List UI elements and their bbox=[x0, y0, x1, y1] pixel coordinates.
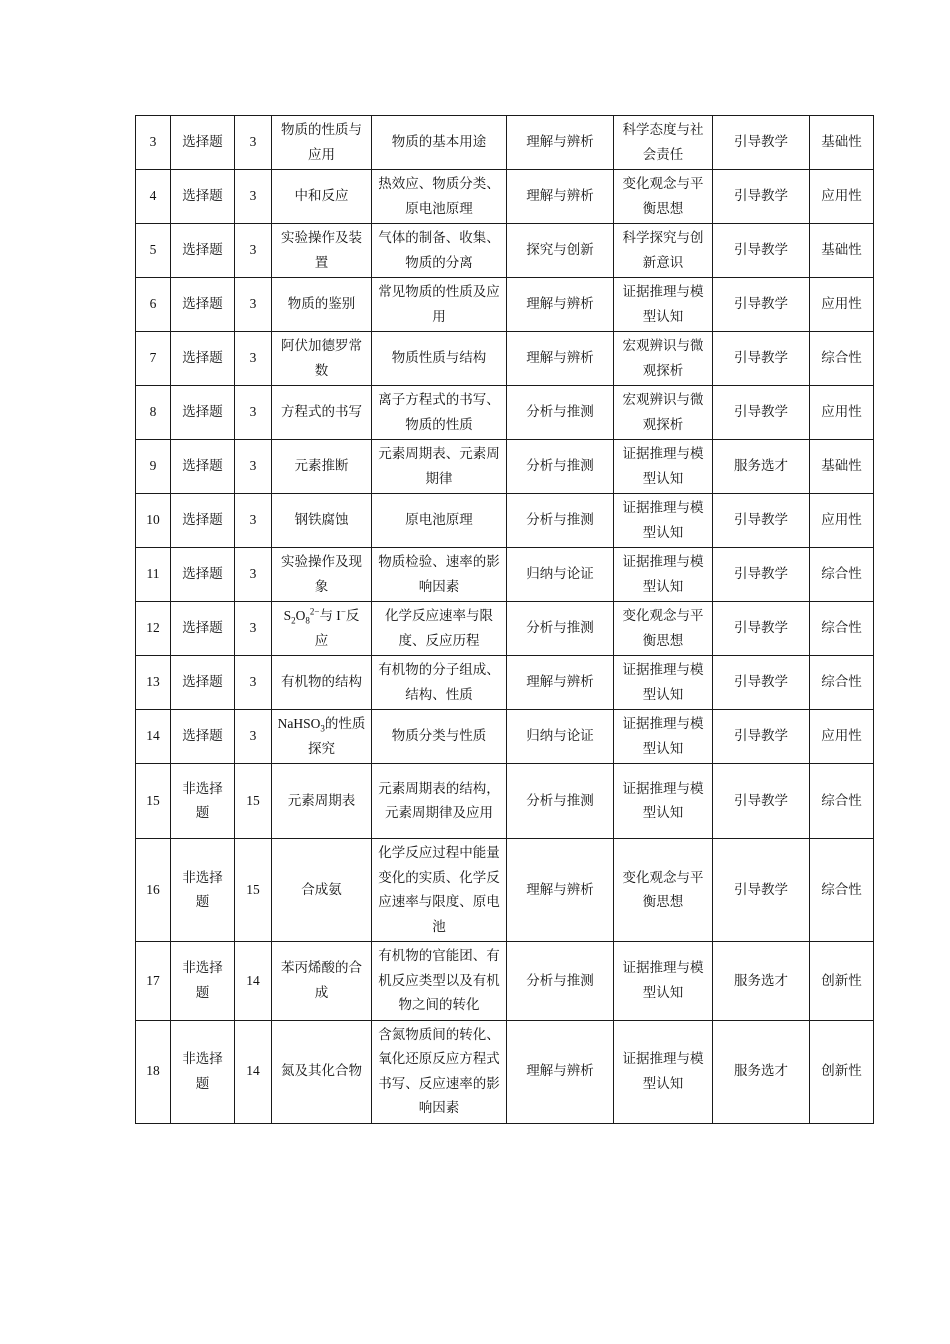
exam-analysis-table bbox=[135, 115, 874, 1124]
cell-function: 引导教学 bbox=[713, 494, 810, 548]
cell-literacy: 变化观念与平衡思想 bbox=[614, 170, 713, 224]
cell-literacy: 科学态度与社会责任 bbox=[614, 116, 713, 170]
cell-function: 引导教学 bbox=[713, 386, 810, 440]
cell-topic: 中和反应 bbox=[272, 170, 372, 224]
cell-score: 3 bbox=[235, 278, 272, 332]
cell-type: 选择题 bbox=[171, 710, 235, 764]
cell-score: 3 bbox=[235, 332, 272, 386]
cell-function: 引导教学 bbox=[713, 839, 810, 942]
cell-ability: 理解与辨析 bbox=[507, 1020, 614, 1123]
cell-no: 15 bbox=[136, 764, 171, 839]
cell-no: 13 bbox=[136, 656, 171, 710]
formula-sup: − bbox=[340, 606, 346, 617]
cell-function: 引导教学 bbox=[713, 548, 810, 602]
cell-type: 选择题 bbox=[171, 224, 235, 278]
cell-ability: 理解与辨析 bbox=[507, 332, 614, 386]
cell-topic: 物质的鉴别 bbox=[272, 278, 372, 332]
cell-ability: 分析与推测 bbox=[507, 602, 614, 656]
cell-literacy: 证据推理与模型认知 bbox=[614, 942, 713, 1021]
table-row bbox=[136, 764, 874, 839]
table-row bbox=[136, 548, 874, 602]
table-row bbox=[136, 386, 874, 440]
cell-topic: 苯丙烯酸的合成 bbox=[272, 942, 372, 1021]
cell-content: 离子方程式的书写、物质的性质 bbox=[372, 386, 507, 440]
cell-score: 14 bbox=[235, 1020, 272, 1123]
formula-sup: 2− bbox=[309, 606, 320, 617]
cell-nature: 应用性 bbox=[810, 494, 874, 548]
cell-type: 选择题 bbox=[171, 170, 235, 224]
cell-type: 选择题 bbox=[171, 548, 235, 602]
cell-ability: 归纳与论证 bbox=[507, 710, 614, 764]
cell-score: 15 bbox=[235, 764, 272, 839]
formula-sub: 3 bbox=[320, 723, 325, 734]
cell-nature: 创新性 bbox=[810, 1020, 874, 1123]
cell-nature: 应用性 bbox=[810, 710, 874, 764]
cell-score: 3 bbox=[235, 710, 272, 764]
cell-literacy: 宏观辨识与微观探析 bbox=[614, 386, 713, 440]
cell-content: 原电池原理 bbox=[372, 494, 507, 548]
cell-content: 热效应、物质分类、原电池原理 bbox=[372, 170, 507, 224]
table-row bbox=[136, 494, 874, 548]
cell-topic: 有机物的结构 bbox=[272, 656, 372, 710]
cell-topic bbox=[272, 710, 372, 764]
cell-no: 3 bbox=[136, 116, 171, 170]
cell-score: 14 bbox=[235, 942, 272, 1021]
cell-function: 引导教学 bbox=[713, 332, 810, 386]
cell-content: 有机物的官能团、有机反应类型以及有机物之间的转化 bbox=[372, 942, 507, 1021]
cell-literacy: 证据推理与模型认知 bbox=[614, 656, 713, 710]
cell-no: 9 bbox=[136, 440, 171, 494]
table-row bbox=[136, 278, 874, 332]
cell-content: 有机物的分子组成、结构、性质 bbox=[372, 656, 507, 710]
cell-ability: 分析与推测 bbox=[507, 494, 614, 548]
cell-score: 3 bbox=[235, 386, 272, 440]
cell-function: 服务选才 bbox=[713, 440, 810, 494]
cell-type: 非选择题 bbox=[171, 1020, 235, 1123]
cell-content: 物质分类与性质 bbox=[372, 710, 507, 764]
cell-score: 3 bbox=[235, 440, 272, 494]
cell-type: 选择题 bbox=[171, 494, 235, 548]
cell-topic bbox=[272, 602, 372, 656]
table-row bbox=[136, 170, 874, 224]
cell-topic: 氮及其化合物 bbox=[272, 1020, 372, 1123]
cell-content: 气体的制备、收集、物质的分离 bbox=[372, 224, 507, 278]
cell-type: 选择题 bbox=[171, 278, 235, 332]
cell-function: 引导教学 bbox=[713, 278, 810, 332]
cell-function: 引导教学 bbox=[713, 224, 810, 278]
cell-topic: 钢铁腐蚀 bbox=[272, 494, 372, 548]
cell-nature: 综合性 bbox=[810, 764, 874, 839]
cell-ability: 分析与推测 bbox=[507, 440, 614, 494]
cell-literacy: 证据推理与模型认知 bbox=[614, 1020, 713, 1123]
table-row bbox=[136, 1020, 874, 1123]
cell-no: 11 bbox=[136, 548, 171, 602]
cell-function: 引导教学 bbox=[713, 170, 810, 224]
cell-type: 选择题 bbox=[171, 602, 235, 656]
cell-ability: 分析与推测 bbox=[507, 764, 614, 839]
cell-nature: 综合性 bbox=[810, 332, 874, 386]
cell-content: 元素周期表的结构，元素周期律及应用 bbox=[372, 764, 507, 839]
cell-score: 3 bbox=[235, 224, 272, 278]
cell-topic: 元素周期表 bbox=[272, 764, 372, 839]
table-row bbox=[136, 839, 874, 942]
cell-ability: 理解与辨析 bbox=[507, 116, 614, 170]
cell-nature: 应用性 bbox=[810, 278, 874, 332]
cell-no: 12 bbox=[136, 602, 171, 656]
cell-literacy: 证据推理与模型认知 bbox=[614, 548, 713, 602]
cell-topic: 方程式的书写 bbox=[272, 386, 372, 440]
cell-ability: 理解与辨析 bbox=[507, 656, 614, 710]
cell-score: 3 bbox=[235, 602, 272, 656]
formula-s: S bbox=[283, 608, 292, 623]
table-row bbox=[136, 710, 874, 764]
cell-function: 引导教学 bbox=[713, 656, 810, 710]
table-row bbox=[136, 440, 874, 494]
cell-function: 引导教学 bbox=[713, 116, 810, 170]
cell-type: 非选择题 bbox=[171, 839, 235, 942]
cell-type: 选择题 bbox=[171, 332, 235, 386]
cell-function: 服务选才 bbox=[713, 1020, 810, 1123]
formula-a: NaHSO bbox=[277, 716, 321, 731]
cell-no: 5 bbox=[136, 224, 171, 278]
cell-literacy: 证据推理与模型认知 bbox=[614, 494, 713, 548]
cell-no: 16 bbox=[136, 839, 171, 942]
cell-content: 化学反应速率与限度、反应历程 bbox=[372, 602, 507, 656]
cell-topic: 元素推断 bbox=[272, 440, 372, 494]
formula-sub: 8 bbox=[305, 615, 310, 626]
cell-nature: 基础性 bbox=[810, 116, 874, 170]
cell-ability: 分析与推测 bbox=[507, 386, 614, 440]
cell-score: 15 bbox=[235, 839, 272, 942]
cell-content: 元素周期表、元素周期律 bbox=[372, 440, 507, 494]
cell-ability: 归纳与论证 bbox=[507, 548, 614, 602]
cell-literacy: 变化观念与平衡思想 bbox=[614, 602, 713, 656]
formula-sub: 2 bbox=[291, 615, 296, 626]
cell-score: 3 bbox=[235, 170, 272, 224]
cell-no: 10 bbox=[136, 494, 171, 548]
table-row bbox=[136, 116, 874, 170]
formula-o: O bbox=[295, 608, 306, 623]
cell-ability: 理解与辨析 bbox=[507, 839, 614, 942]
cell-content: 物质的基本用途 bbox=[372, 116, 507, 170]
cell-no: 17 bbox=[136, 942, 171, 1021]
table-row bbox=[136, 332, 874, 386]
cell-function: 服务选才 bbox=[713, 942, 810, 1021]
cell-no: 8 bbox=[136, 386, 171, 440]
cell-function: 引导教学 bbox=[713, 602, 810, 656]
table-row bbox=[136, 942, 874, 1021]
cell-topic: 实验操作及装置 bbox=[272, 224, 372, 278]
cell-score: 3 bbox=[235, 656, 272, 710]
cell-content: 常见物质的性质及应用 bbox=[372, 278, 507, 332]
cell-no: 14 bbox=[136, 710, 171, 764]
cell-nature: 综合性 bbox=[810, 656, 874, 710]
cell-content: 化学反应过程中能量变化的实质、化学反应速率与限度、原电池 bbox=[372, 839, 507, 942]
table-row bbox=[136, 224, 874, 278]
cell-no: 18 bbox=[136, 1020, 171, 1123]
cell-literacy: 证据推理与模型认知 bbox=[614, 278, 713, 332]
cell-nature: 应用性 bbox=[810, 386, 874, 440]
cell-type: 非选择题 bbox=[171, 764, 235, 839]
cell-type: 选择题 bbox=[171, 440, 235, 494]
cell-literacy: 证据推理与模型认知 bbox=[614, 710, 713, 764]
cell-no: 7 bbox=[136, 332, 171, 386]
cell-ability: 分析与推测 bbox=[507, 942, 614, 1021]
cell-ability: 理解与辨析 bbox=[507, 278, 614, 332]
cell-nature: 综合性 bbox=[810, 839, 874, 942]
cell-topic: 阿伏加德罗常数 bbox=[272, 332, 372, 386]
table-body bbox=[136, 116, 874, 1124]
cell-score: 3 bbox=[235, 116, 272, 170]
cell-type: 选择题 bbox=[171, 386, 235, 440]
cell-nature: 创新性 bbox=[810, 942, 874, 1021]
cell-topic: 合成氨 bbox=[272, 839, 372, 942]
table-row bbox=[136, 602, 874, 656]
table-row bbox=[136, 656, 874, 710]
cell-function: 引导教学 bbox=[713, 710, 810, 764]
cell-literacy: 证据推理与模型认知 bbox=[614, 764, 713, 839]
cell-ability: 探究与创新 bbox=[507, 224, 614, 278]
cell-topic: 物质的性质与应用 bbox=[272, 116, 372, 170]
cell-literacy: 证据推理与模型认知 bbox=[614, 440, 713, 494]
cell-score: 3 bbox=[235, 548, 272, 602]
formula-tail: 反应 bbox=[314, 608, 360, 648]
cell-literacy: 变化观念与平衡思想 bbox=[614, 839, 713, 942]
cell-type: 选择题 bbox=[171, 656, 235, 710]
cell-type: 选择题 bbox=[171, 116, 235, 170]
cell-function: 引导教学 bbox=[713, 764, 810, 839]
cell-nature: 应用性 bbox=[810, 170, 874, 224]
cell-nature: 基础性 bbox=[810, 224, 874, 278]
cell-no: 4 bbox=[136, 170, 171, 224]
cell-content: 物质检验、速率的影响因素 bbox=[372, 548, 507, 602]
formula-and: 与 I bbox=[319, 608, 341, 623]
cell-nature: 综合性 bbox=[810, 548, 874, 602]
cell-literacy: 宏观辨识与微观探析 bbox=[614, 332, 713, 386]
cell-score: 3 bbox=[235, 494, 272, 548]
cell-literacy: 科学探究与创新意识 bbox=[614, 224, 713, 278]
formula-tail: 的性质探究 bbox=[308, 716, 366, 756]
cell-topic: 实验操作及现象 bbox=[272, 548, 372, 602]
cell-type: 非选择题 bbox=[171, 942, 235, 1021]
cell-nature: 基础性 bbox=[810, 440, 874, 494]
cell-no: 6 bbox=[136, 278, 171, 332]
cell-content: 物质性质与结构 bbox=[372, 332, 507, 386]
cell-nature: 综合性 bbox=[810, 602, 874, 656]
cell-ability: 理解与辨析 bbox=[507, 170, 614, 224]
cell-content: 含氮物质间的转化、氧化还原反应方程式书写、反应速率的影响因素 bbox=[372, 1020, 507, 1123]
